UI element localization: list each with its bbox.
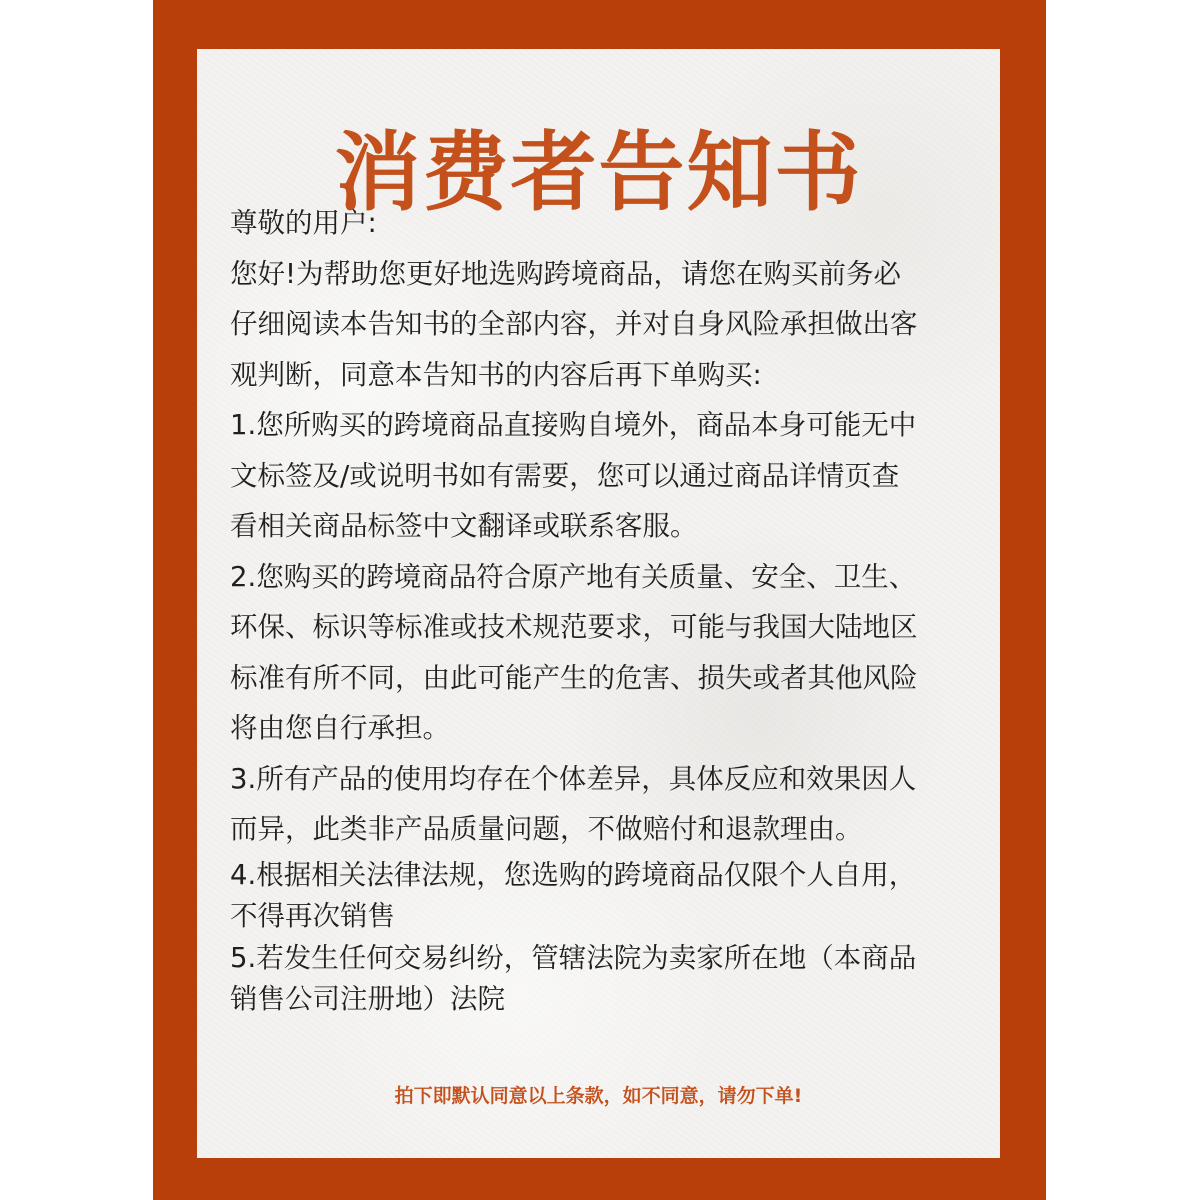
notice-paper [197,49,1000,1158]
body-line: 不得再次销售 [230,900,395,932]
body-line: 环保、标识等标准或技术规范要求，可能与我国大陆地区 [230,611,918,643]
body-line: 5.若发生任何交易纠纷，管辖法院为卖家所在地（本商品 [230,941,917,974]
consent-note: 拍下即默认同意以上条款，如不同意，请勿下单! [394,1085,803,1107]
body-line: 观判断，同意本告知书的内容后再下单购买: [230,358,762,391]
body-line: 3.所有产品的使用均存在个体差异，具体反应和效果因人 [230,762,917,795]
body-line: 您好!为帮助您更好地选购跨境商品，请您在购买前务必 [230,257,902,290]
body-line: 将由您自行承担。 [230,712,450,744]
body-line: 文标签及/或说明书如有需要，您可以通过商品详情页查 [230,459,900,492]
greeting-line: 尊敬的用户: [230,207,377,239]
body-line: 1.您所购买的跨境商品直接购自境外，商品本身可能无中 [230,409,917,441]
notice-body [230,198,970,1021]
body-line: 2.您购买的跨境商品符合原产地有关质量、安全、卫生、 [230,560,917,593]
body-line: 标准有所不同，由此可能产生的危害、损失或者其他风险 [230,661,918,694]
body-line: 而异，此类非产品质量问题，不做赔付和退款理由。 [230,813,863,845]
notice-title: 消费者告知书 [334,123,863,223]
body-line: 看相关商品标签中文翻译或联系客服。 [230,510,698,542]
body-line: 销售公司注册地）法院 [230,983,505,1015]
orange-frame [153,0,1046,1200]
body-line: 仔细阅读本告知书的全部内容，并对自身风险承担做出客 [230,308,918,340]
body-line: 4.根据相关法律法规，您选购的跨境商品仅限个人自用， [230,858,917,891]
